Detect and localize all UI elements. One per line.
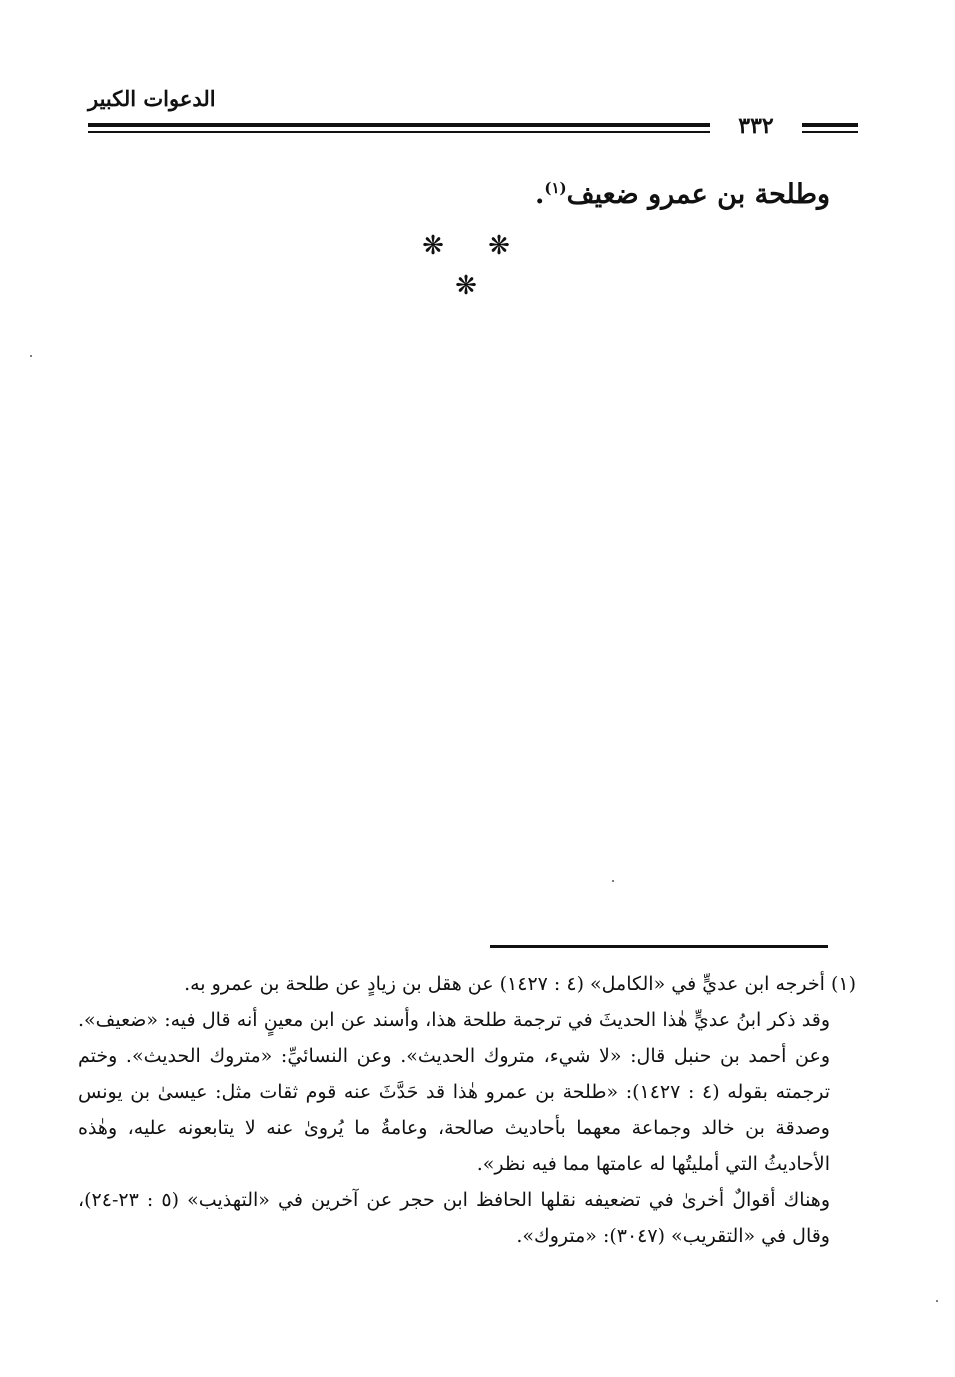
header-rule-thick-right: [802, 123, 858, 127]
footnote-1-number: (١): [830, 973, 856, 995]
scan-speck: [612, 880, 614, 882]
header-rule-thin-right: [802, 131, 858, 133]
footnotes-block: [78, 966, 856, 1254]
footnote-1-paragraph-2: وقد ذكر ابنُ عديٍّ هٰذا الحديثَ في ترجمة طلحة هذا، وأسند عن ابن معينٍ أنه قال فيه: «ضعيف». وعن أحمد بن حنبل قال: «لا شيء، متروك الحديث». وعن النسائيِّ: «متروك الحديث». وختم ترجمته بقوله (٤ : ١٤٢٧): «طلحة بن عمرو هٰذا قد حَدَّثَ عنه قوم ثقات مثل: عيسىٰ بن يونس وصدقة بن خالد وجماعة معهما بأحاديث صالحة، وعامةُ ما يُروىٰ عنه لا يتابعونه عليه، وهٰذه الأحاديثُ التي أمليتُها له عامتها مما فيه نظر».: [78, 1009, 830, 1175]
footnote-1-line-1: [78, 966, 856, 1002]
main-text-body: وطلحة بن عمرو ضعيف: [566, 179, 830, 210]
section-separator-stars: ❋ ❋ ❋: [422, 231, 528, 301]
page-number: ٣٣٢: [738, 113, 774, 139]
main-text: [460, 164, 830, 219]
running-title: الدعوات الكبير: [88, 86, 216, 111]
header-rule-thick-left: [88, 123, 710, 127]
footnote-1-text: أخرجه ابن عديٍّ في «الكامل» (٤ : ١٤٢٧) عن هقل بن زيادٍ عن طلحة بن عمرو به.: [184, 973, 825, 995]
scan-speck: [30, 355, 32, 357]
scan-speck: [936, 1300, 938, 1302]
footnote-1-paragraph-3: وهناك أقوالٌ أخرىٰ في تضعيفه نقلها الحافظ ابن حجر عن آخرين في «التهذيب» (٥ : ٢٣-٢٤)، وقال في «التقريب» (٣٠٤٧): «متروك».: [78, 1189, 830, 1247]
header-rule-thin-left: [88, 131, 710, 133]
footnote-separator-line: [490, 945, 828, 948]
footnote-reference[interactable]: (١): [544, 179, 567, 197]
main-text-period: .: [534, 179, 545, 210]
